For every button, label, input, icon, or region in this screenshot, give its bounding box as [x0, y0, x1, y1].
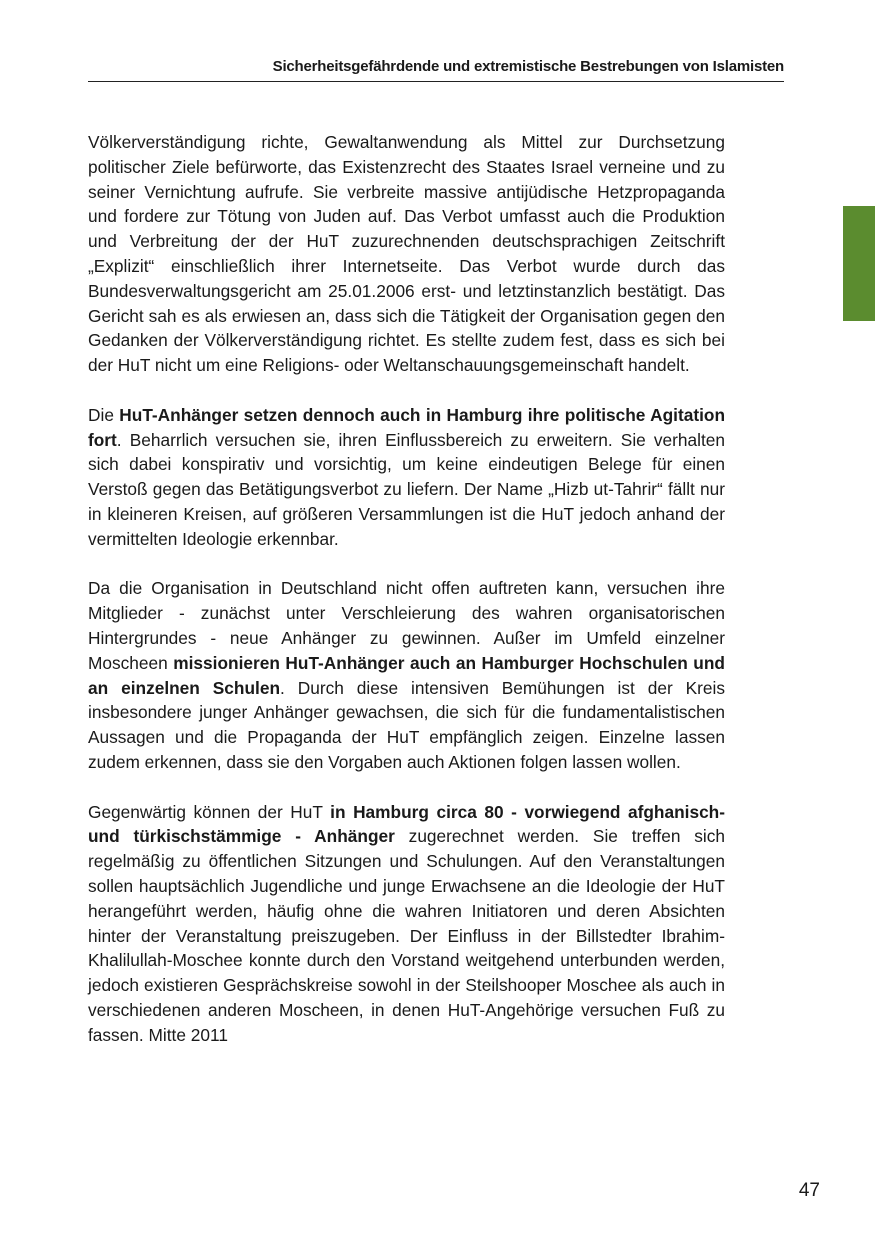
- paragraph-emphasis: missionieren HuT-Anhänger auch an Hamburger Hochschulen und an einzelnen Schulen: [88, 652, 725, 698]
- paragraph-segment: . Durch diese intensiven Bemühungen ist der Kreis insbesondere junger Anhänger gewachsen, die sich für die fundamentalistischen Aussagen und die Propaganda der HuT empfänglich zeigen. Einzelne lassen zudem erkennen, dass sie den Vorgaben auch Aktionen folgen lassen wollen.: [88, 677, 726, 772]
- body-text: [88, 130, 725, 1072]
- paragraph-emphasis: HuT-Anhänger setzen dennoch auch in Hamburg ihre politische Agitation fort: [88, 404, 725, 450]
- chapter-side-tab: [843, 206, 875, 321]
- paragraph-4: [88, 800, 725, 1048]
- paragraph-segment: . Beharrlich versuchen sie, ihren Einflussbereich zu erweitern. Sie verhalten sich dabei konspirativ und vorsichtig, um keine eindeutigen Belege für einen Verstoß gegen das Betätigungsverbot zu liefern. Der Name „Hizb ut-Tahrir“ fällt nur in kleineren Kreisen, auf größeren Versammlungen ist die HuT jedoch anhand der vermittelten Ideologie erkennbar.: [88, 429, 725, 549]
- paragraph-3: [88, 576, 725, 774]
- page-number: 47: [798, 1180, 820, 1201]
- paragraph-segment: Die: [88, 404, 120, 425]
- paragraph-segment: Völkerverständigung richte, Gewaltanwendung als Mittel zur Durchsetzung politischer Ziele befürworte, das Existenzrecht des Staates Israel verneine und zu seiner Vernichtung aufrufe. Sie verbreite massive antijüdische Hetzpropaganda und fordere zur Tötung von Juden auf. Das Verbot umfasst auch die Produktion und Verbreitung der der HuT zuzurechnenden deutschsprachigen Zeitschrift „Explizit“ einschließlich ihrer Internetseite. Das Verbot wurde durch das Bundesverwaltungsgericht am 25.01.2006 erst- und letztinstanzlich bestätigt. Das Gericht sah es als erwiesen an, dass sich die Tätigkeit der Organisation gegen den Gedanken der Völkerverständigung richtet. Es stellte zudem fest, dass es sich bei der HuT nicht um eine Religions- oder Weltanschauungsgemeinschaft handelt.: [88, 132, 725, 376]
- paragraph-2: [88, 403, 725, 552]
- paragraph-emphasis: in Hamburg circa 80 - vorwiegend afghanisch- und türkischstämmige - Anhänger: [88, 801, 725, 847]
- paragraph-segment: Gegenwärtig können der HuT: [88, 801, 331, 822]
- running-header: Sicherheitsgefährdende und extremistische Bestrebungen von Islamisten: [272, 58, 784, 75]
- paragraph-segment: Da die Organisation in Deutschland nicht offen auftreten kann, versuchen ihre Mitglieder - zunächst unter Verschleierung des wahren organisatorischen Hintergrundes - neue Anhänger zu gewinnen. Außer im Umfeld einzelner Moscheen: [88, 578, 725, 673]
- paragraph-1: [88, 130, 725, 378]
- paragraph-segment: zugerechnet werden. Sie treffen sich regelmäßig zu öffentlichen Sitzungen und Schulungen. Auf den Veranstaltungen sollen hauptsächlich Jugendliche und junge Erwachsene an die Ideologie der HuT herangeführt werden, häufig ohne die wahren Initiatoren und deren Absichten hinter der Veranstaltung preiszugeben. Der Einfluss in der Billstedter Ibrahim-Khalilullah-Moschee konnte durch den Vorstand weitgehend unterbunden werden, jedoch existieren Gesprächskreise sowohl in der Steilshooper Moschee als auch in verschiedenen anderen Moscheen, in denen HuT-Angehörige versuchen Fuß zu fassen. Mitte 2011: [88, 826, 725, 1045]
- header-rule: [88, 81, 784, 82]
